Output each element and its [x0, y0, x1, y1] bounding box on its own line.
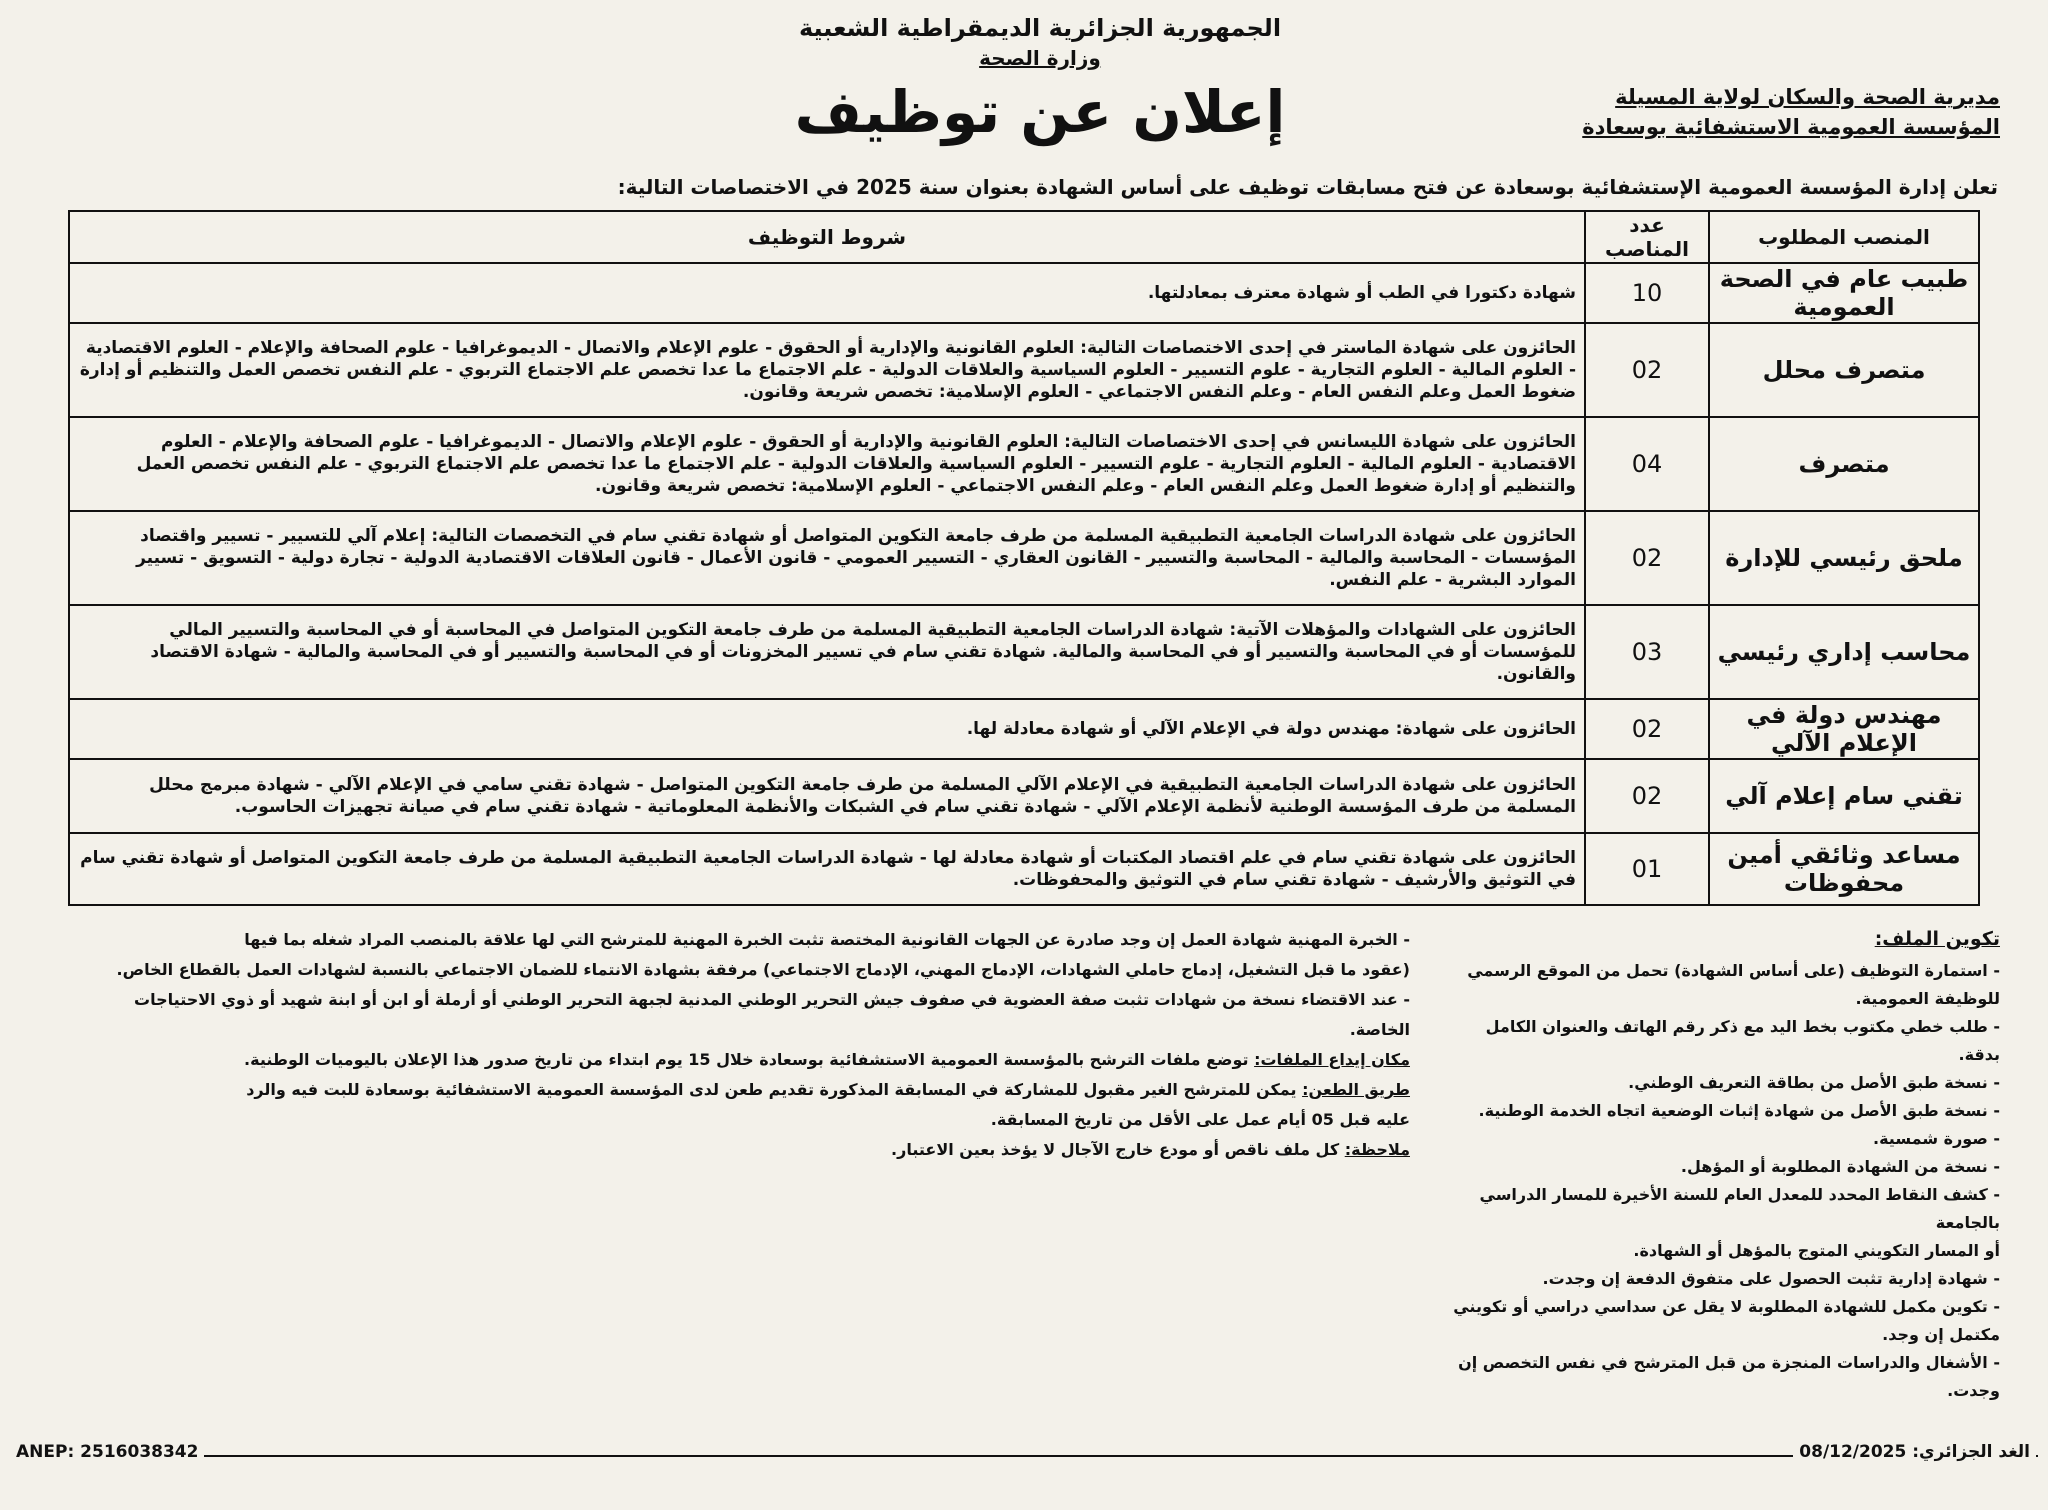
list-item: - نسخة طبق الأصل من بطاقة التعريف الوطني. [1628, 1073, 2000, 1092]
list-item: - طلب خطي مكتوب بخط اليد مع ذكر رقم الهاتف والعنوان الكامل بدقة. [1485, 1017, 2000, 1064]
table-row [69, 511, 1979, 605]
list-item: أو المسار التكويني المتوج بالمؤهل أو الشهادة. [1633, 1241, 2000, 1260]
position-conditions: الحائزون على شهادة: مهندس دولة في الإعلام الآلي أو شهادة معادلة لها. [69, 699, 1585, 759]
newspaper-footer [1793, 1442, 2036, 1462]
institution-name: المؤسسة العمومية الاستشفائية بوسعادة [1582, 115, 2000, 139]
position-count: 04 [1585, 417, 1709, 511]
position-conditions: شهادة دكتورا في الطب أو شهادة معترف بمعادلتها. [69, 263, 1585, 323]
list-item: - الأشغال والدراسات المنجزة من قبل المترشح في نفس التخصص إن وجدت. [1458, 1353, 2000, 1400]
footer-divider [10, 1455, 2038, 1457]
anep-code: ANEP: 2516038342 [10, 1442, 204, 1462]
contracts-note: (عقود ما قبل التشغيل، إدماج حاملي الشهادات، الإدماج المهني، الإدماج الاجتماعي) مرفقة بشهادة الانتماء للضمان الاجتماعي بالنسبة لشهادات العمل بالقطاع الخاص. [116, 960, 1410, 979]
remark-text: كل ملف ناقص أو مودع خارج الآجال لا يؤخذ بعين الاعتبار. [891, 1140, 1340, 1159]
table-header-row [69, 211, 1979, 263]
position-name: تقني سام إعلام آلي [1709, 759, 1979, 833]
membership-note: - عند الاقتضاء نسخة من شهادات تثبت صفة العضوية في صفوف جيش التحرير الوطني المدنية لجبهة التحرير الوطني أو أرملة أو ابن أو ابنة شهيد أو ذوي الاحتياجات الخاصة. [134, 990, 1410, 1039]
position-count: 03 [1585, 605, 1709, 699]
position-name: ملحق رئيسي للإدارة [1709, 511, 1979, 605]
header-conditions: شروط التوظيف [69, 211, 1585, 263]
table-row [69, 323, 1979, 417]
experience-note: - الخبرة المهنية شهادة العمل إن وجد صادرة عن الجهات القانونية المختصة تثبت الخبرة المهنية للمترشح التي لها علاقة بالمنصب المراد شغله بما فيها [244, 930, 1410, 949]
position-name: مهندس دولة في الإعلام الآلي [1709, 699, 1979, 759]
intro-text: تعلن إدارة المؤسسة العمومية الإستشفائية بوسعادة عن فتح مسابقات توظيف على أساس الشهادة بعنوان سنة 2025 في الاختصاصات التالية: [617, 175, 1998, 199]
list-item: - صورة شمسية. [1873, 1129, 2000, 1148]
notes-block [70, 925, 1410, 1165]
position-conditions: الحائزون على شهادة الماستر في إحدى الاختصاصات التالية: العلوم القانونية والإدارية أو الحقوق - علوم الإعلام والاتصال - الديموغرافيا - علوم الصحافة والإعلام - العلوم الاقتصادية - العلوم المالية - العلوم التجارية - علوم التسيير - العلوم السياسية والعلاقات الدولية - علم الاجتماع ما عدا تخصص علم الاجتماع التربوي - علم النفس تخصص العمل والتنظيم أو إدارة ضغوط العمل وعلم النفس العام - وعلم النفس الاجتماعي - العلوم الإسلامية: تخصص شريعة وقانون. [69, 323, 1585, 417]
position-conditions: الحائزون على الشهادات والمؤهلات الآتية: شهادة الدراسات الجامعية التطبيقية المسلمة من طرف جامعة التكوين المتواصل في المحاسبة أو في المحاسبة والتسيير المالي للمؤسسات أو في المحاسبة والتسيير أو في المحاسبة والمالية. شهادة تقني سام في تسيير المخزونات أو في المحاسبة والتسيير أو في المحاسبة والمالية - شهادة الاقتصاد والقانون. [69, 605, 1585, 699]
list-item: - نسخة من الشهادة المطلوبة أو المؤهل. [1680, 1157, 2000, 1176]
list-item: - شهادة إدارية تثبت الحصول على متفوق الدفعة إن وجدت. [1542, 1269, 2000, 1288]
file-composition-title: تكوين الملف: [1874, 928, 2000, 950]
position-count: 10 [1585, 263, 1709, 323]
table-row [69, 699, 1979, 759]
appeal-note [70, 1075, 1410, 1105]
table-row [69, 263, 1979, 323]
announcement-title: إعلان عن توظيف [794, 78, 1286, 146]
position-name: متصرف محلل [1709, 323, 1979, 417]
position-count: 02 [1585, 759, 1709, 833]
table-row [69, 833, 1979, 905]
header-center [640, 14, 1440, 146]
position-name: متصرف [1709, 417, 1979, 511]
position-conditions: الحائزون على شهادة تقني سام في علم اقتصاد المكتبات أو شهادة معادلة لها - شهادة الدراسات الجامعية التطبيقية المسلمة من طرف جامعة التكوين المتواصل أو شهادة تقني سام في التوثيق والأرشيف - شهادة تقني سام في التوثيق والمحفوظات. [69, 833, 1585, 905]
list-item: - تكوين مكمل للشهادة المطلوبة لا يقل عن سداسي دراسي أو تكويني مكتمل إن وجد. [1453, 1297, 2000, 1344]
position-name: محاسب إداري رئيسي [1709, 605, 1979, 699]
list-item: - كشف النقاط المحدد للمعدل العام للسنة الأخيرة للمسار الدراسي بالجامعة [1479, 1185, 2000, 1232]
position-count: 02 [1585, 323, 1709, 417]
table-row [69, 605, 1979, 699]
positions-table [68, 210, 1980, 906]
newspaper-name: الغد الجزائري: [1912, 1442, 2030, 1462]
position-count: 01 [1585, 833, 1709, 905]
remark-label: ملاحظة: [1344, 1140, 1410, 1159]
list-item: - استمارة التوظيف (على أساس الشهادة) تحمل من الموقع الرسمي للوظيفة العمومية. [1467, 961, 2000, 1008]
publication-date: 08/12/2025 [1799, 1442, 1907, 1462]
filing-text: توضع ملفات الترشح بالمؤسسة العمومية الاستشفائية بوسعادة خلال 15 يوم ابتداء من تاريخ صدور هذا الإعلان باليوميات الوطنية. [244, 1050, 1249, 1069]
table-row [69, 759, 1979, 833]
position-conditions: الحائزون على شهادة الدراسات الجامعية التطبيقية المسلمة من طرف جامعة التكوين المتواصل أو شهادة تقني سام في التخصصات التالية: إعلام آلي للتسيير - تسيير واقتصاد المؤسسات - المحاسبة والمالية - المحاسبة والتسيير - القانون العقاري - التسيير العمومي - قانون الأعمال - قانون العلاقات الاقتصادية الدولية - تجارة دولية - التسويق - تسيير الموارد البشرية - علم النفس. [69, 511, 1585, 605]
appeal-text: يمكن للمترشح الغير مقبول للمشاركة في المسابقة المذكورة تقديم طعن لدى المؤسسة العمومية الاستشفائية بوسعادة للبت فيه والرد [246, 1080, 1297, 1099]
position-conditions: الحائزون على شهادة الدراسات الجامعية التطبيقية في الإعلام الآلي المسلمة من طرف جامعة التكوين المتواصل - شهادة تقني سامي في الإعلام الآلي - شهادة مبرمج محلل المسلمة من طرف المؤسسة الوطنية لأنظمة الإعلام الآلي - شهادة تقني سام في الشبكات والأنظمة المعلوماتية - شهادة تقني سام في صيانة تجهيزات الحاسوب. [69, 759, 1585, 833]
position-conditions: الحائزون على شهادة الليسانس في إحدى الاختصاصات التالية: العلوم القانونية والإدارية أو الحقوق - علوم الإعلام والاتصال - الديموغرافيا - علوم الصحافة والإعلام - العلوم الاقتصادية - العلوم المالية - العلوم التجارية - علوم التسيير - العلوم السياسية والعلاقات الدولية - علم الاجتماع ما عدا تخصص علم الاجتماع التربوي - علم النفس تخصص العمل والتنظيم أو إدارة ضغوط العمل وعلم النفس العام - وعلم النفس الاجتماعي - العلوم الإسلامية: تخصص شريعة وقانون. [69, 417, 1585, 511]
position-count: 02 [1585, 699, 1709, 759]
appeal-note-continued: عليه قبل 05 أيام عمل على الأقل من تاريخ المسابقة. [990, 1110, 1410, 1129]
directorate-name: مديرية الصحة والسكان لولاية المسيلة [1615, 85, 2000, 109]
ministry-name: وزارة الصحة [979, 46, 1101, 70]
appeal-label: طريق الطعن: [1302, 1080, 1410, 1099]
file-composition [1440, 925, 2000, 1405]
table-row [69, 417, 1979, 511]
issuer-block [1540, 82, 2000, 142]
position-name: طبيب عام في الصحة العمومية [1709, 263, 1979, 323]
header-position: المنصب المطلوب [1709, 211, 1979, 263]
republic-name: الجمهورية الجزائرية الديمقراطية الشعبية [798, 14, 1282, 42]
filing-label: مكان إيداع الملفات: [1254, 1050, 1410, 1069]
filing-note [70, 1045, 1410, 1075]
header-count: عدد المناصب [1585, 211, 1709, 263]
remark-note [70, 1135, 1410, 1165]
position-count: 02 [1585, 511, 1709, 605]
list-item: - نسخة طبق الأصل من شهادة إثبات الوضعية اتجاه الخدمة الوطنية. [1478, 1101, 2000, 1120]
position-name: مساعد وثائقي أمين محفوظات [1709, 833, 1979, 905]
